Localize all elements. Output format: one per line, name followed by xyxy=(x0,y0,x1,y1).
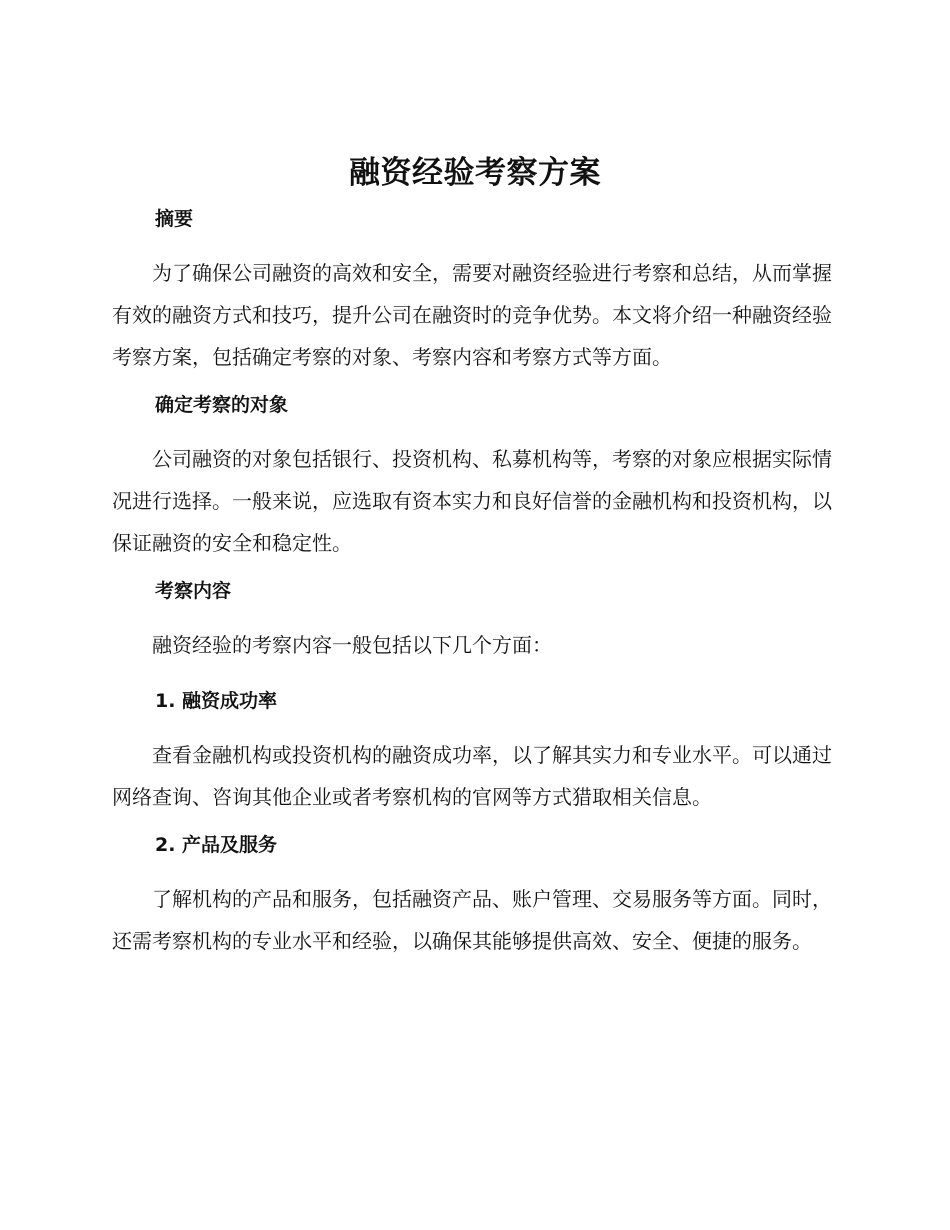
section-heading-target: 确定考察的对象 xyxy=(155,394,289,416)
document-body xyxy=(112,204,832,974)
target-paragraph: 公司融资的对象包括银行、投资机构、私募机构等，考察的对象应根据实际情况进行选择。一般来说，应选取有资本实力和良好信誉的金融机构和投资机构，以保证融资的安全和稳定性。 xyxy=(112,447,832,555)
success-rate-paragraph: 查看金融机构或投资机构的融资成功率，以了解其实力和专业水平。可以通过网络查询、咨询其他企业或者考察机构的官网等方式猎取相关信息。 xyxy=(112,743,832,809)
section-heading-content: 考察内容 xyxy=(155,580,232,602)
document-title: 融资经验考察方案 xyxy=(349,155,601,191)
section-heading-products-services: 2. 产品及服务 xyxy=(155,834,278,856)
products-services-paragraph: 了解机构的产品和服务，包括融资产品、账户管理、交易服务等方面。同时，还需考察机构的专业水平和经验，以确保其能够提供高效、安全、便捷的服务。 xyxy=(112,887,832,953)
section-heading-abstract: 摘要 xyxy=(155,208,194,230)
content-paragraph: 融资经验的考察内容一般包括以下几个方面： xyxy=(152,633,552,657)
abstract-paragraph: 为了确保公司融资的高效和安全，需要对融资经验进行考察和总结，从而掌握有效的融资方式和技巧，提升公司在融资时的竞争优势。本文将介绍一种融资经验考察方案，包括确定考察的对象、考察内容和考察方式等方面。 xyxy=(112,261,832,369)
section-heading-success-rate: 1. 融资成功率 xyxy=(155,690,278,712)
